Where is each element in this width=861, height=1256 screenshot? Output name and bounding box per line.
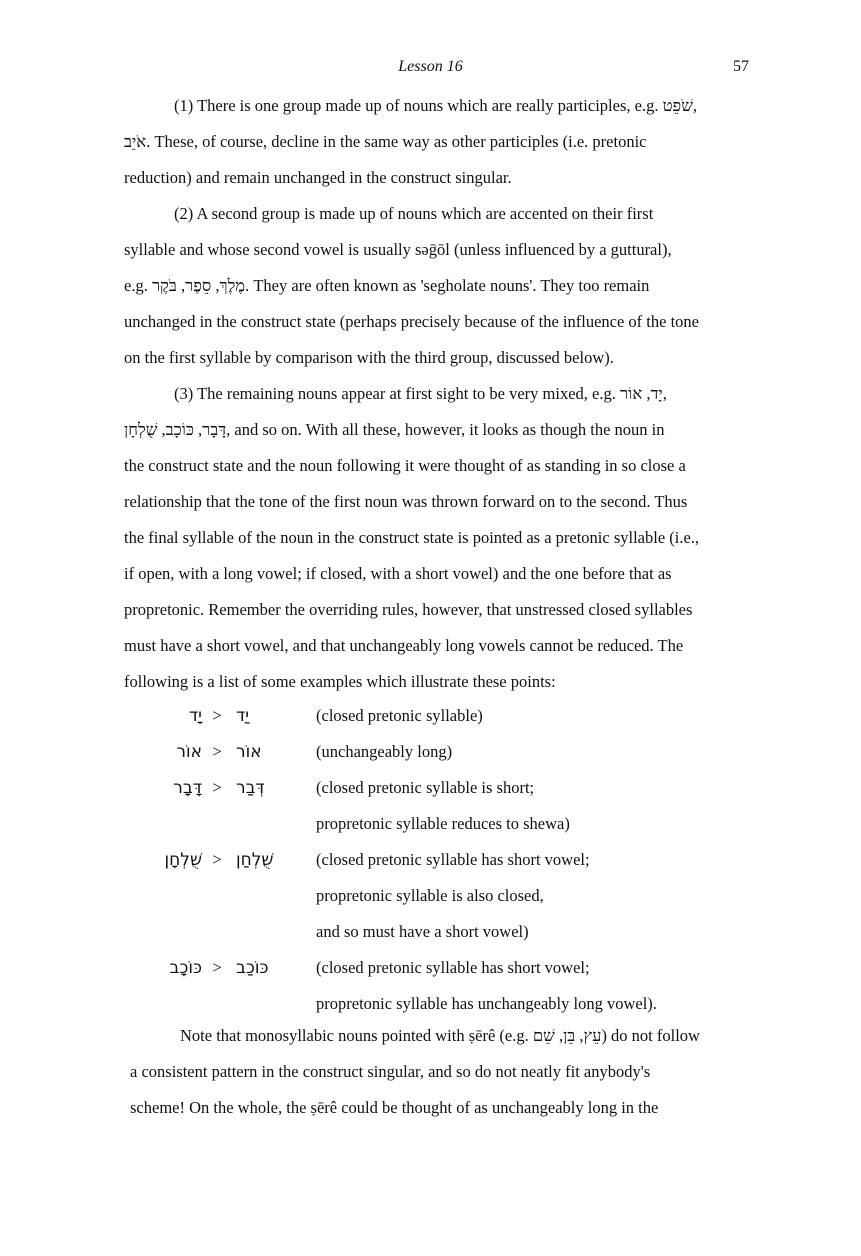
- text-line: Note that monosyllabic nouns pointed with ṣērê (e.g. עֵץ, בֵּן, שֵׁם) do not follow: [180, 1026, 700, 1045]
- text-line: a consistent pattern in the construct singular, and so do not neatly fit anybody's: [130, 1062, 651, 1081]
- construct-form: אוֹר: [236, 742, 262, 762]
- absolute-form: דָּבָר: [173, 778, 202, 798]
- example-note: and so must have a short vowel): [316, 922, 529, 941]
- example-note: (unchangeably long): [316, 742, 453, 761]
- construct-form: שֻׁלְחַן: [236, 850, 274, 870]
- example-note: (closed pretonic syllable has short vowel;: [316, 850, 590, 869]
- example-row: [124, 734, 752, 770]
- example-row: [124, 698, 752, 734]
- construct-form: כּוֹכַב: [236, 958, 269, 978]
- text-line: (2) A second group is made up of nouns which are accented on their first: [174, 204, 654, 223]
- construct-form: יַד: [236, 706, 250, 726]
- absolute-form: אוֹר: [176, 742, 202, 762]
- text-line: e.g. מֶלֶךְ, סֵפֶר, בֹּקֶר. They are often known as 'segholate nouns'. They too remain: [124, 276, 650, 295]
- example-note: propretonic syllable reduces to shewa): [316, 814, 570, 833]
- absolute-form: יָד: [188, 706, 202, 726]
- text-line: scheme! On the whole, the ṣērê could be thought of as unchangeably long in the: [130, 1098, 659, 1117]
- text-line: אֹיֵב. These, of course, decline in the same way as other participles (i.e. pretonic: [124, 132, 647, 151]
- example-note: (closed pretonic syllable is short;: [316, 778, 535, 797]
- absolute-form: כּוֹכָב: [169, 958, 202, 978]
- text-line: relationship that the tone of the first noun was thrown forward on to the second. Thus: [124, 492, 688, 511]
- example-row: [124, 770, 752, 806]
- text-line: (1) There is one group made up of nouns which are really participles, e.g. שֹׁפֵט,: [174, 96, 698, 115]
- example-note: propretonic syllable is also closed,: [316, 886, 544, 905]
- absolute-form: שֻׁלְחָן: [164, 850, 202, 870]
- paragraph-monosyllabic-note: [130, 1018, 760, 1126]
- text-line: if open, with a long vowel; if closed, with a short vowel) and the one before that as: [124, 564, 672, 583]
- example-row: [124, 842, 752, 878]
- paragraph-remaining-nouns: [124, 376, 752, 700]
- example-row: [124, 986, 752, 1022]
- text-line: unchanged in the construct state (perhaps precisely because of the influence of the tone: [124, 312, 699, 331]
- arrow-symbol: >: [212, 778, 222, 797]
- text-line: דָּבָר, כּוֹכָב, שֻׁלְחָן, and so on. With all these, however, it looks as though the noun in: [124, 420, 665, 439]
- arrow-symbol: >: [212, 742, 222, 761]
- example-note: (closed pretonic syllable): [316, 706, 483, 725]
- example-row: [124, 878, 752, 914]
- paragraph-segholates: [124, 196, 752, 376]
- text-line: following is a list of some examples which illustrate these points:: [124, 672, 556, 691]
- text-line: syllable and whose second vowel is usually səḡōl (unless influenced by a guttural),: [124, 240, 672, 259]
- example-row: [124, 914, 752, 950]
- example-note: (closed pretonic syllable has short vowel;: [316, 958, 590, 977]
- page-number: 57: [733, 58, 749, 75]
- arrow-symbol: >: [212, 706, 222, 725]
- text-line: (3) The remaining nouns appear at first sight to be very mixed, e.g. יָד, אוֹר,: [174, 384, 667, 403]
- construct-form: דְּבַר: [236, 778, 265, 798]
- text-line: propretonic. Remember the overriding rules, however, that unstressed closed syllables: [124, 600, 693, 619]
- arrow-symbol: >: [212, 850, 222, 869]
- text-line: must have a short vowel, and that unchangeably long vowels cannot be reduced. The: [124, 636, 684, 655]
- example-row: [124, 950, 752, 986]
- arrow-symbol: >: [212, 958, 222, 977]
- example-note: propretonic syllable has unchangeably long vowel).: [316, 994, 657, 1013]
- text-line: reduction) and remain unchanged in the construct singular.: [124, 168, 512, 187]
- running-header: Lesson 16: [398, 58, 463, 75]
- paragraph-participles: [124, 88, 752, 196]
- example-list: [124, 698, 752, 1022]
- text-line: the construct state and the noun following it were thought of as standing in so close a: [124, 456, 686, 475]
- text-line: on the first syllable by comparison with the third group, discussed below).: [124, 348, 614, 367]
- example-row: [124, 806, 752, 842]
- text-line: the final syllable of the noun in the construct state is pointed as a pretonic syllable (i.e.,: [124, 528, 700, 547]
